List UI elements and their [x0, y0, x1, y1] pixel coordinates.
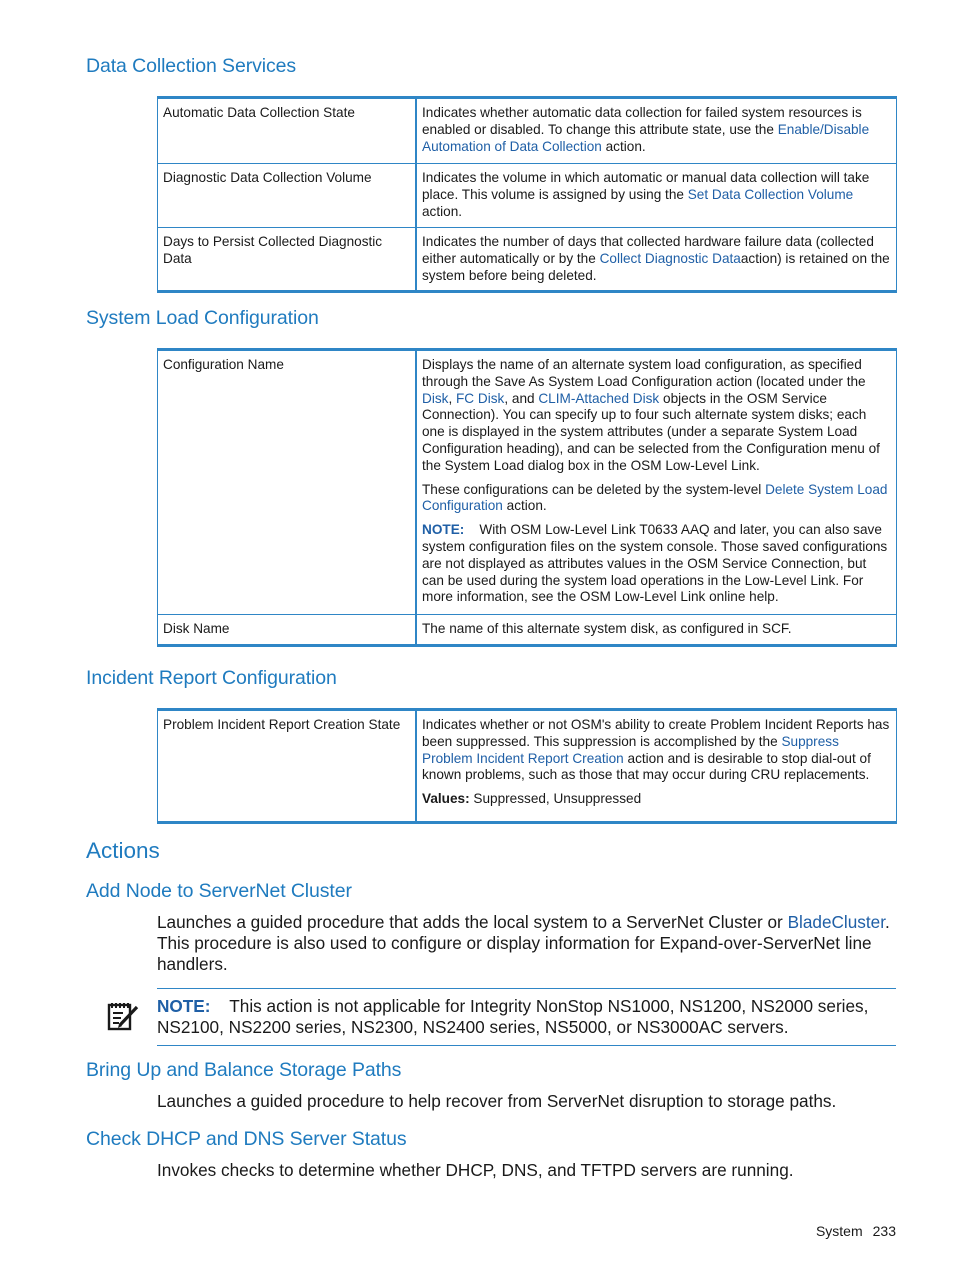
description-paragraph: Indicates whether or not OSM's ability to create Problem Incident Reports has been suppressed. This suppression is accomplished by the Suppress Problem Incident Report Creation action and is desirable to stop dial-out of known problems, such as those that may occur during CRU replacements. [422, 717, 890, 783]
attribute-name: Problem Incident Report Creation State [158, 710, 417, 823]
action-description-add-node: Launches a guided procedure that adds the local system to a ServerNet Cluster or BladeCluster. This procedure is also used to configure or display information for Expand-over-ServerNet line handlers. [157, 912, 890, 974]
link-set-data-collection-volume[interactable]: Set Data Collection Volume [687, 186, 854, 202]
attribute-name: Configuration Name [158, 350, 417, 615]
action-description-bring-up: Launches a guided procedure to help recover from ServerNet disruption to storage paths. [157, 1091, 837, 1111]
link-fc-disk[interactable]: FC Disk [456, 390, 505, 406]
table-row [158, 710, 897, 823]
link-disk[interactable]: Disk [422, 390, 449, 406]
table-row [158, 98, 897, 164]
action-description-dhcp: Invokes checks to determine whether DHCP, DNS, and TFTPD servers are running. [157, 1160, 794, 1180]
link-bladecluster[interactable]: BladeCluster [787, 912, 886, 932]
attribute-description: Indicates the number of days that collected hardware failure data (collected either automatically or by the Collect Diagnostic Dataaction) is retained on the system before being deleted. [416, 228, 897, 292]
section-title-system-load: System Load Configuration [86, 307, 319, 329]
action-title-bring-up: Bring Up and Balance Storage Paths [86, 1059, 402, 1081]
table-row [158, 615, 897, 646]
attribute-name: Automatic Data Collection State [158, 98, 417, 164]
footer-section: System [815, 1223, 863, 1239]
attribute-description: Indicates whether automatic data collection for failed system resources is enabled or disabled. To change this attribute state, use the Enable/Disable Automation of Data Collection action. [416, 98, 897, 164]
link-collect-diagnostic-data[interactable]: Collect Diagnostic Data [599, 250, 741, 266]
table-row [158, 164, 897, 228]
description-paragraph: Displays the name of an alternate system load configuration, as specified through the Save As System Load Configuration action (located under the Disk, FC Disk, and CLIM-Attached Disk objects in the OSM Service Connection). You can specify up to four such alternate system disks; each one is displayed in the system attributes (under a separate System Load Configuration heading), and can be selected from the Configuration menu of the System Load dialog box in the OSM Low-Level Link. [422, 357, 880, 473]
note-paragraph: NOTE: With OSM Low-Level Link T0633 AAQ and later, you can also save system configuration files on the system console. Those saved configurations are not displayed as attributes values in the OSM Service Connection, but can be used during the system load operations in the Low-Level Link. For more information, see the OSM Low-Level Link online help. [422, 522, 888, 605]
system-load-table [157, 348, 897, 647]
attribute-description: The name of this alternate system disk, as configured in SCF. [416, 615, 897, 646]
section-title-incident-report: Incident Report Configuration [86, 667, 337, 689]
attribute-name: Days to Persist Collected Diagnostic Data [158, 228, 417, 292]
attribute-description [416, 710, 897, 823]
action-title-dhcp: Check DHCP and DNS Server Status [86, 1128, 407, 1150]
link-enable-disable-automation[interactable]: Enable/Disable Automation of Data Collection [422, 121, 870, 154]
link-delete-system-load-configuration[interactable]: Delete System Load Configuration [422, 481, 888, 514]
data-collection-table [157, 96, 897, 293]
link-suppress-problem-incident-report[interactable]: Suppress Problem Incident Report Creation [422, 733, 839, 766]
attribute-description [416, 350, 897, 615]
attribute-description: Indicates the volume in which automatic or manual data collection will take place. This volume is assigned by using the Set Data Collection Volume action. [416, 164, 897, 228]
table-row [158, 350, 897, 615]
action-title-add-node: Add Node to ServerNet Cluster [86, 880, 352, 902]
section-title-data-collection: Data Collection Services [86, 55, 297, 77]
note-icon [106, 1000, 140, 1032]
note-text: NOTE: This action is not applicable for Integrity NonStop NS1000, NS1200, NS2000 series, NS2100, NS2200 series, NS2300, NS2400 series, NS5000, or NS3000AC servers. [157, 996, 869, 1037]
description-paragraph: These configurations can be deleted by the system-level Delete System Load Configuration action. [422, 481, 888, 514]
page-number: 233 [872, 1223, 896, 1239]
note-label: NOTE: [422, 522, 465, 538]
attribute-name: Disk Name [158, 615, 417, 646]
note-label: NOTE: [157, 996, 211, 1016]
incident-report-table [157, 708, 897, 824]
values-label: Values: [422, 791, 470, 807]
page-footer [806, 1223, 896, 1239]
actions-heading: Actions [86, 838, 160, 863]
table-row [158, 228, 897, 292]
attribute-name: Diagnostic Data Collection Volume [158, 164, 417, 228]
link-clim-attached-disk[interactable]: CLIM-Attached Disk [538, 390, 660, 406]
note-box [157, 988, 896, 1046]
values-paragraph: Values: Suppressed, Unsuppressed [422, 791, 642, 807]
